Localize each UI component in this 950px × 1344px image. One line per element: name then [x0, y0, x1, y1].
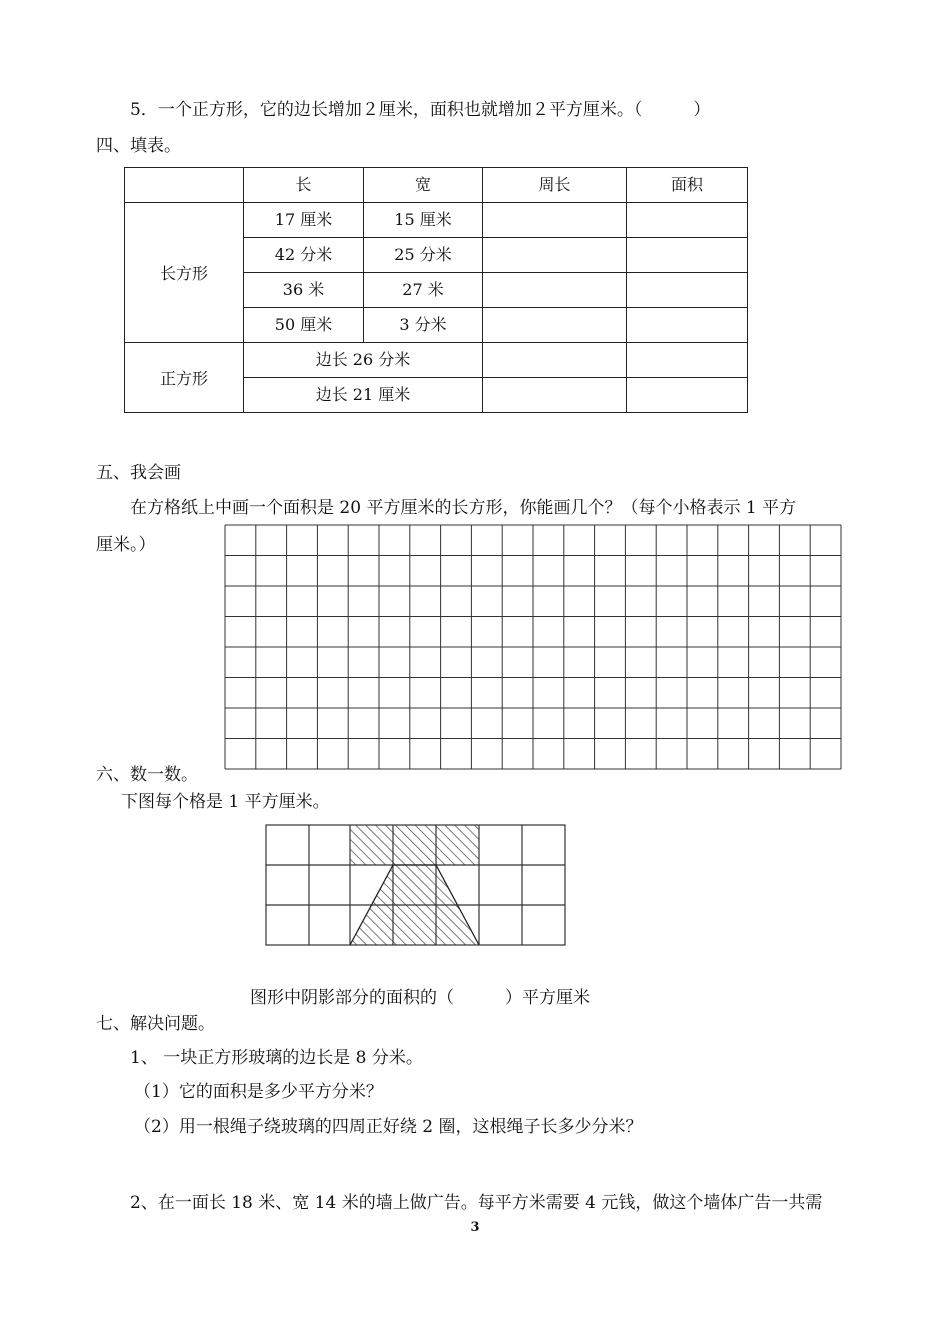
table-cell: 42 分米	[244, 238, 364, 273]
table-cell: 15 厘米	[364, 203, 483, 238]
section-5-text-cont: 厘米。）	[96, 535, 156, 555]
answer-cell[interactable]	[627, 378, 748, 413]
answer-cell[interactable]	[483, 273, 627, 308]
shaded-top-block	[350, 825, 479, 865]
table-cell: 3 分米	[364, 308, 483, 343]
square-label: 正方形	[125, 343, 244, 413]
section-7-title: 七、解决问题。	[96, 1014, 215, 1034]
drawing-grid[interactable]	[224, 524, 844, 771]
table-cell: 36 米	[244, 273, 364, 308]
table-cell: 边长 26 分米	[244, 343, 483, 378]
table-header-cell: 面积	[627, 168, 748, 203]
table-row	[125, 343, 748, 378]
shaded-figure	[264, 823, 568, 949]
problem-1-q2: （2）用一根绳子绕玻璃的四周正好绕 2 圈，这根绳子长多少分米？	[134, 1117, 643, 1137]
problem-1: 1、 一块正方形玻璃的边长是 8 分米。	[130, 1048, 423, 1068]
table-header-cell	[125, 168, 244, 203]
table-header-cell: 宽	[364, 168, 483, 203]
answer-cell[interactable]	[627, 308, 748, 343]
answer-cell[interactable]	[627, 203, 748, 238]
table-cell: 17 厘米	[244, 203, 364, 238]
answer-cell[interactable]	[483, 378, 627, 413]
page-number: 3	[470, 1220, 480, 1235]
section-4-title: 四、填表。	[96, 136, 181, 156]
section-6-text: 下图每个格是 1 平方厘米。	[121, 792, 330, 812]
fill-table	[124, 167, 748, 413]
table-cell: 27 米	[364, 273, 483, 308]
answer-cell[interactable]	[627, 343, 748, 378]
problem-1-q1: （1）它的面积是多少平方分米？	[134, 1082, 383, 1102]
answer-cell[interactable]	[483, 343, 627, 378]
answer-cell[interactable]	[627, 273, 748, 308]
table-header-cell: 周长	[483, 168, 627, 203]
answer-cell[interactable]	[483, 238, 627, 273]
answer-cell[interactable]	[627, 238, 748, 273]
answer-cell[interactable]	[483, 203, 627, 238]
table-row	[125, 203, 748, 238]
table-cell: 边长 21 厘米	[244, 378, 483, 413]
section-5-title: 五、我会画	[96, 463, 181, 483]
table-header-cell: 长	[244, 168, 364, 203]
section-6-question: 图形中阴影部分的面积的（ ）平方厘米	[250, 988, 590, 1008]
table-header-row	[125, 168, 748, 203]
answer-cell[interactable]	[483, 308, 627, 343]
shaded-region	[350, 825, 479, 945]
problem-2: 2、在一面长 18 米、宽 14 米的墙上做广告。每平方米需要 4 元钱，做这个墙体广告一共需	[130, 1193, 823, 1213]
rect-label: 长方形	[125, 203, 244, 343]
table-cell: 50 厘米	[244, 308, 364, 343]
section-6-title: 六、数一数。	[96, 765, 198, 785]
table-cell: 25 分米	[364, 238, 483, 273]
section-5-text: 在方格纸上中画一个面积是 20 平方厘米的长方形，你能画几个？（每个小格表示 1 平方	[130, 498, 797, 518]
question-5: 5．一个正方形，它的边长增加２厘米，面积也就增加２平方厘米。（ ）	[130, 100, 711, 120]
